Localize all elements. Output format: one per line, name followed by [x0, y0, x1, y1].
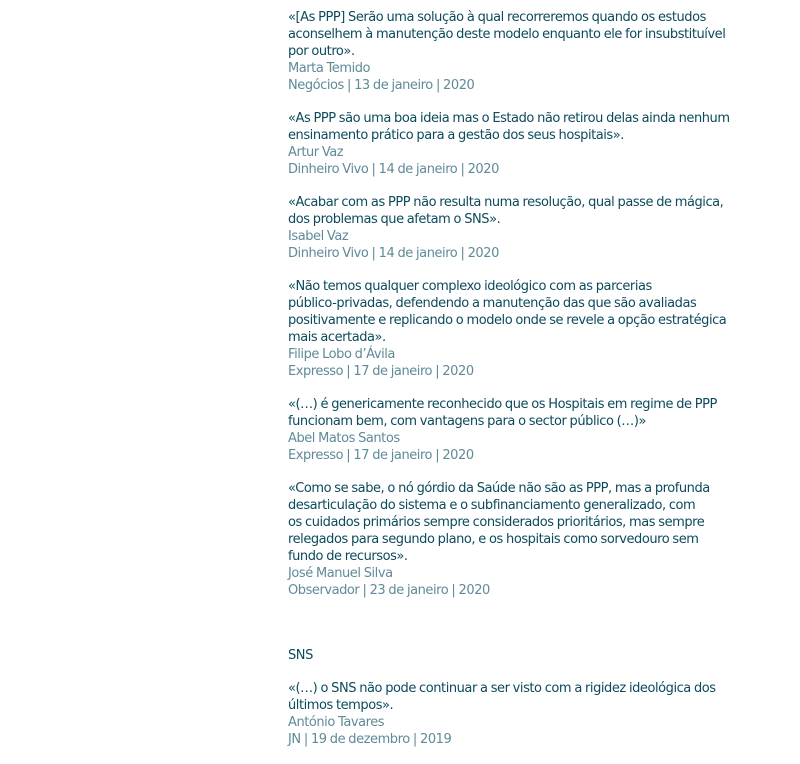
quote-line: ensinamento prático para a gestão dos seus hospitais».: [288, 128, 624, 143]
quote-author: Isabel Vaz: [288, 229, 349, 244]
section-heading-sns: SNS: [288, 648, 313, 663]
quote-block: [288, 9, 758, 94]
quote-author: Artur Vaz: [288, 145, 344, 160]
quote-source: Negócios | 13 de janeiro | 2020: [288, 78, 475, 93]
quote-line: por outro».: [288, 44, 355, 59]
quote-block: [288, 110, 758, 178]
quote-text: [288, 278, 758, 346]
quote-text: [288, 9, 758, 60]
quote-line: relegados para segundo plano, e os hospitais como sorvedouro sem: [288, 532, 699, 547]
quote-text: [288, 396, 758, 430]
quote-source: Dinheiro Vivo | 14 de janeiro | 2020: [288, 246, 499, 261]
quotes-column: [288, 9, 758, 764]
quote-source: Expresso | 17 de janeiro | 2020: [288, 448, 474, 463]
quote-line: dos problemas que afetam o SNS».: [288, 212, 501, 227]
quote-text: [288, 480, 758, 565]
quote-line: mais acertada».: [288, 330, 386, 345]
quote-line: desarticulação do sistema e o subfinanciamento generalizado, com: [288, 498, 696, 513]
quote-text: [288, 194, 758, 228]
quote-text: [288, 680, 758, 714]
quote-line: últimos tempos».: [288, 698, 394, 713]
quote-block: [288, 480, 758, 599]
quote-line: aconselhem à manutenção deste modelo enquanto ele for insubstituível: [288, 27, 726, 42]
quote-block: [288, 194, 758, 262]
quote-line: «Não temos qualquer complexo ideológico com as parcerias: [288, 279, 652, 294]
quote-author: Abel Matos Santos: [288, 431, 400, 446]
quote-line: «Acabar com as PPP não resulta numa resolução, qual passe de mágica,: [288, 195, 724, 210]
quote-line: positivamente e replicando o modelo onde se revele a opção estratégica: [288, 313, 727, 328]
quote-line: «[As PPP] Serão uma solução à qual recorreremos quando os estudos: [288, 10, 706, 25]
quote-line: «(…) é genericamente reconhecido que os Hospitais em regime de PPP: [288, 397, 717, 412]
quote-line: público-privadas, defendendo a manutenção das que são avaliadas: [288, 296, 697, 311]
quote-author: Marta Temido: [288, 61, 371, 76]
quote-author: Filipe Lobo d’Ávila: [288, 347, 395, 362]
quote-line: fundo de recursos».: [288, 549, 408, 564]
quote-line: os cuidados primários sempre considerados prioritários, mas sempre: [288, 515, 705, 530]
quote-block: [288, 278, 758, 380]
quote-author: José Manuel Silva: [288, 566, 393, 581]
quote-line: «(…) o SNS não pode continuar a ser visto com a rigidez ideológica dos: [288, 681, 716, 696]
quote-source: Expresso | 17 de janeiro | 2020: [288, 364, 474, 379]
quote-line: funcionam bem, com vantagens para o sector público (…)»: [288, 414, 646, 429]
quote-block: [288, 680, 758, 748]
quote-author: António Tavares: [288, 715, 385, 730]
quote-text: [288, 110, 758, 144]
quote-source: JN | 19 de dezembro | 2019: [288, 732, 452, 747]
quote-line: «Como se sabe, o nó górdio da Saúde não são as PPP, mas a profunda: [288, 481, 710, 496]
quote-line: «As PPP são uma boa ideia mas o Estado não retirou delas ainda nenhum: [288, 111, 730, 126]
quote-source: Observador | 23 de janeiro | 2020: [288, 583, 490, 598]
quote-source: Dinheiro Vivo | 14 de janeiro | 2020: [288, 162, 499, 177]
quote-block: [288, 396, 758, 464]
